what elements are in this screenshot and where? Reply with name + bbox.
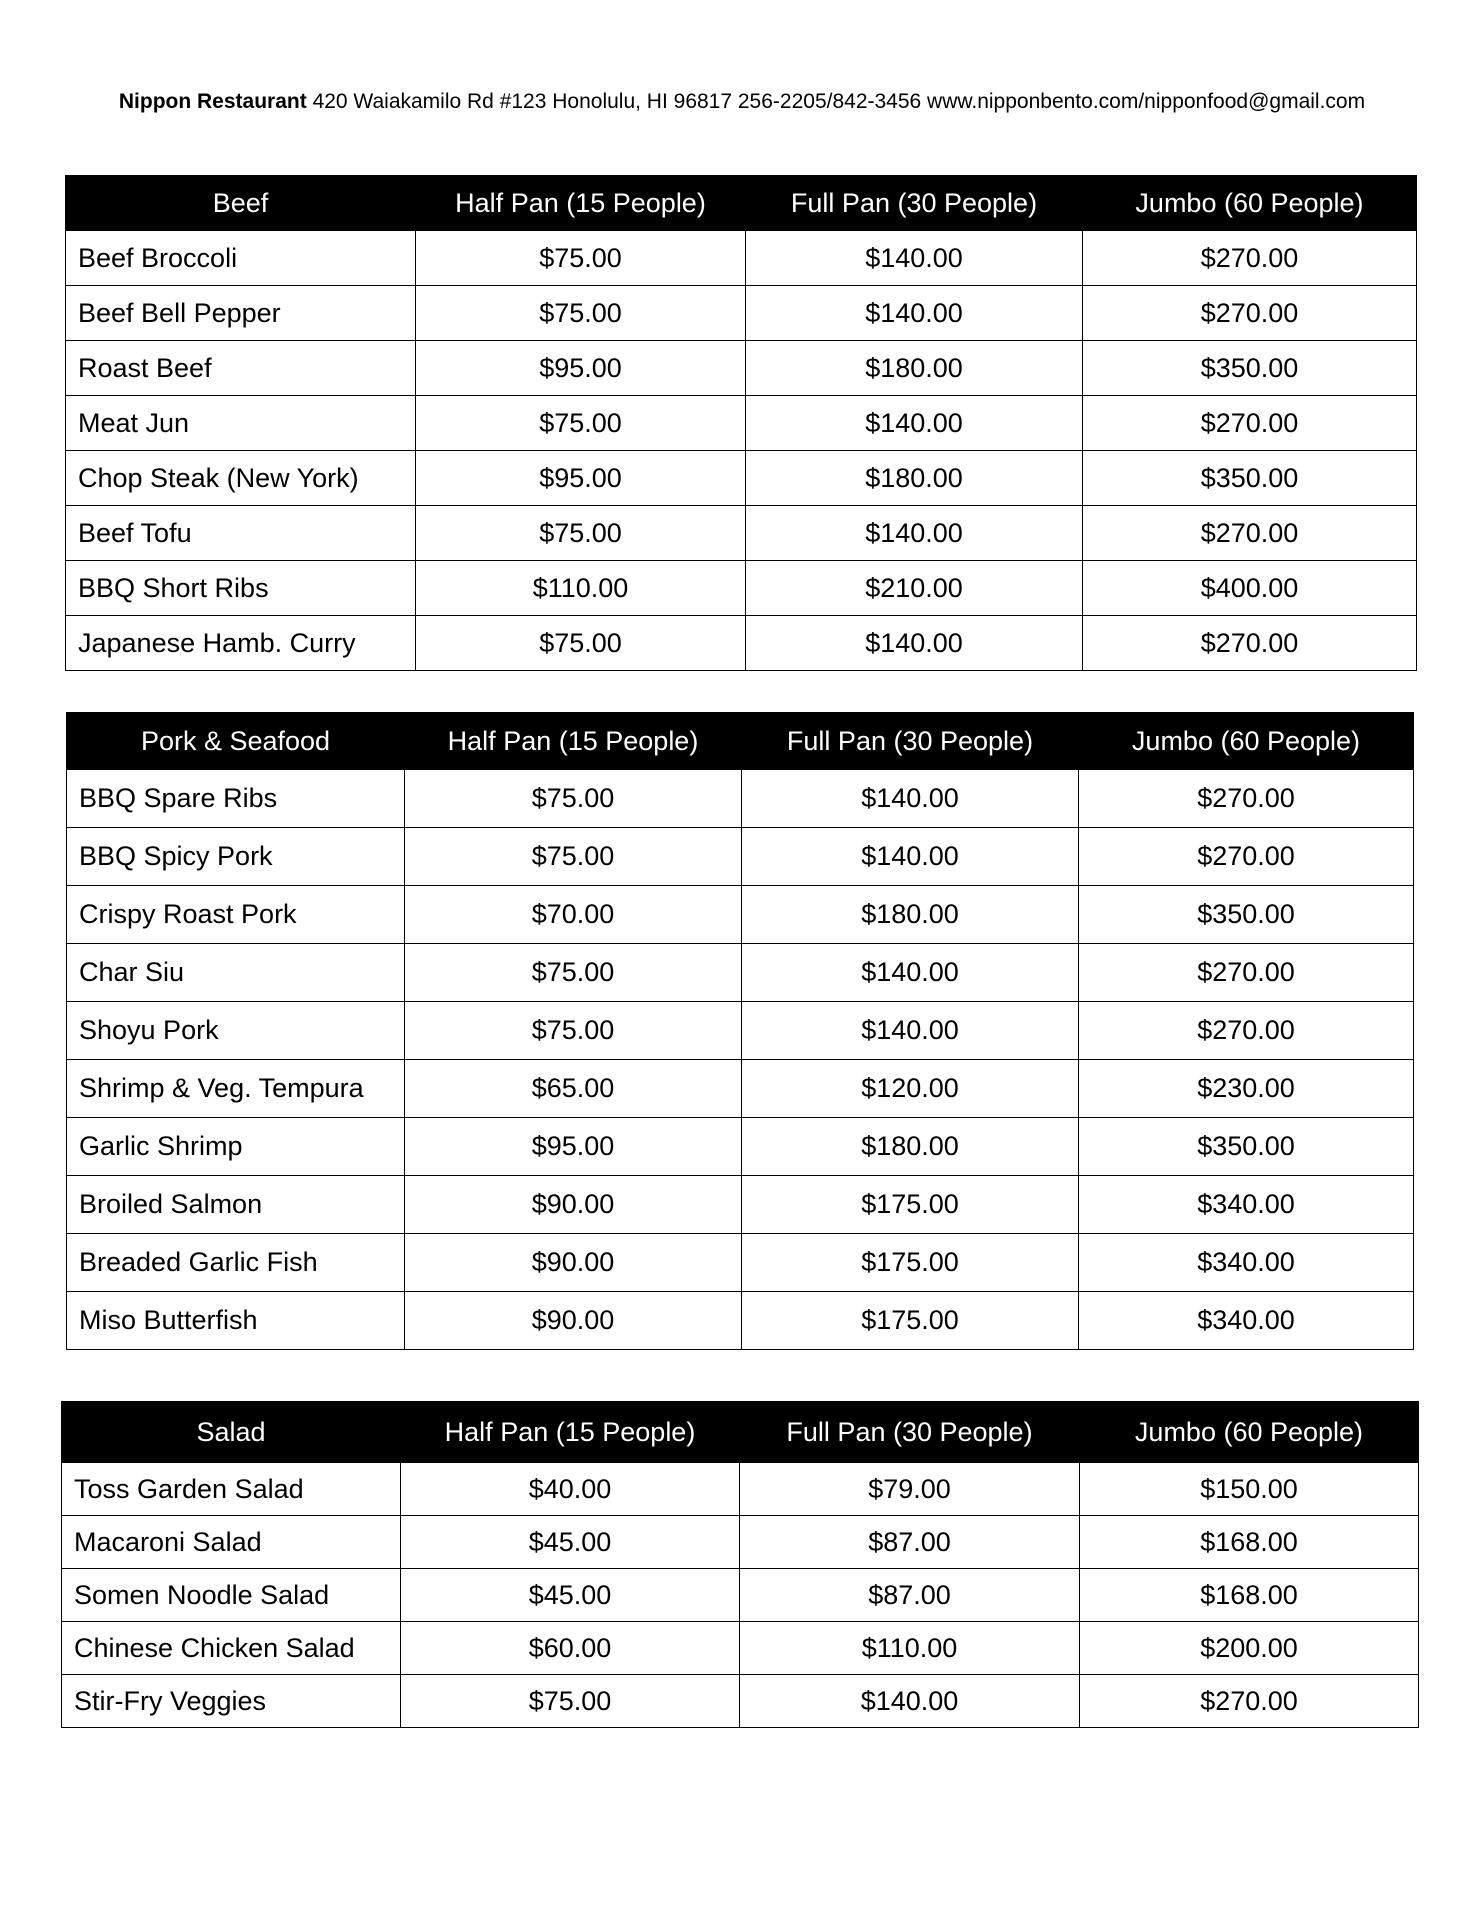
table-row bbox=[67, 1060, 1414, 1118]
half-pan-price: $95.00 bbox=[416, 341, 746, 396]
jumbo-price: $230.00 bbox=[1079, 1060, 1414, 1118]
half-pan-price: $75.00 bbox=[405, 944, 742, 1002]
table-row bbox=[66, 451, 1417, 506]
section-title: Pork & Seafood bbox=[67, 713, 405, 770]
item-name: Chop Steak (New York) bbox=[66, 451, 416, 506]
jumbo-price: $340.00 bbox=[1079, 1292, 1414, 1350]
table-row bbox=[62, 1622, 1419, 1675]
half-pan-header: Half Pan (15 People) bbox=[405, 713, 742, 770]
item-name: Toss Garden Salad bbox=[62, 1463, 401, 1516]
table-row bbox=[62, 1463, 1419, 1516]
beef-table bbox=[65, 175, 1417, 671]
half-pan-price: $45.00 bbox=[401, 1569, 740, 1622]
full-pan-price: $175.00 bbox=[742, 1176, 1079, 1234]
half-pan-price: $75.00 bbox=[405, 1002, 742, 1060]
restaurant-header bbox=[0, 90, 1484, 114]
jumbo-price: $270.00 bbox=[1083, 396, 1417, 451]
item-name: Beef Tofu bbox=[66, 506, 416, 561]
restaurant-name: Nippon Restaurant bbox=[118, 90, 307, 113]
table-row bbox=[62, 1675, 1419, 1728]
half-pan-price: $90.00 bbox=[405, 1292, 742, 1350]
half-pan-price: $45.00 bbox=[401, 1516, 740, 1569]
restaurant-details: 420 Waiakamilo Rd #123 Honolulu, HI 96817 256-2205/842-3456 www.nipponbento.com/nipponfood@gmail.com bbox=[312, 90, 1366, 113]
item-name: Japanese Hamb. Curry bbox=[66, 616, 416, 671]
jumbo-price: $270.00 bbox=[1079, 1002, 1414, 1060]
half-pan-price: $95.00 bbox=[405, 1118, 742, 1176]
jumbo-price: $350.00 bbox=[1083, 451, 1417, 506]
item-name: Broiled Salmon bbox=[67, 1176, 405, 1234]
jumbo-price: $270.00 bbox=[1079, 828, 1414, 886]
jumbo-price: $150.00 bbox=[1080, 1463, 1419, 1516]
full-pan-price: $87.00 bbox=[740, 1516, 1080, 1569]
jumbo-price: $270.00 bbox=[1083, 286, 1417, 341]
half-pan-price: $70.00 bbox=[405, 886, 742, 944]
full-pan-price: $140.00 bbox=[742, 770, 1079, 828]
jumbo-price: $270.00 bbox=[1083, 231, 1417, 286]
full-pan-price: $140.00 bbox=[742, 944, 1079, 1002]
half-pan-price: $75.00 bbox=[416, 396, 746, 451]
item-name: Meat Jun bbox=[66, 396, 416, 451]
salad-table bbox=[61, 1401, 1419, 1728]
half-pan-price: $75.00 bbox=[416, 506, 746, 561]
full-pan-price: $175.00 bbox=[742, 1234, 1079, 1292]
jumbo-header: Jumbo (60 People) bbox=[1080, 1402, 1419, 1463]
table-row bbox=[62, 1516, 1419, 1569]
table-row bbox=[66, 561, 1417, 616]
table-row bbox=[67, 1234, 1414, 1292]
full-pan-price: $140.00 bbox=[746, 616, 1083, 671]
item-name: BBQ Short Ribs bbox=[66, 561, 416, 616]
table-row bbox=[67, 1118, 1414, 1176]
jumbo-price: $270.00 bbox=[1083, 616, 1417, 671]
item-name: Beef Bell Pepper bbox=[66, 286, 416, 341]
full-pan-price: $140.00 bbox=[746, 286, 1083, 341]
table-row bbox=[66, 396, 1417, 451]
full-pan-price: $140.00 bbox=[746, 396, 1083, 451]
half-pan-header: Half Pan (15 People) bbox=[401, 1402, 740, 1463]
jumbo-price: $340.00 bbox=[1079, 1176, 1414, 1234]
table-row bbox=[67, 1292, 1414, 1350]
jumbo-price: $270.00 bbox=[1079, 770, 1414, 828]
item-name: BBQ Spare Ribs bbox=[67, 770, 405, 828]
table-header-row bbox=[66, 176, 1417, 231]
full-pan-price: $79.00 bbox=[740, 1463, 1080, 1516]
table-row bbox=[67, 828, 1414, 886]
jumbo-price: $270.00 bbox=[1079, 944, 1414, 1002]
full-pan-price: $140.00 bbox=[740, 1675, 1080, 1728]
half-pan-header: Half Pan (15 People) bbox=[416, 176, 746, 231]
half-pan-price: $75.00 bbox=[405, 770, 742, 828]
half-pan-price: $75.00 bbox=[416, 231, 746, 286]
full-pan-price: $87.00 bbox=[740, 1569, 1080, 1622]
item-name: Chinese Chicken Salad bbox=[62, 1622, 401, 1675]
full-pan-header: Full Pan (30 People) bbox=[746, 176, 1083, 231]
item-name: Shrimp & Veg. Tempura bbox=[67, 1060, 405, 1118]
half-pan-price: $90.00 bbox=[405, 1234, 742, 1292]
item-name: Shoyu Pork bbox=[67, 1002, 405, 1060]
item-name: BBQ Spicy Pork bbox=[67, 828, 405, 886]
table-row bbox=[62, 1569, 1419, 1622]
full-pan-price: $210.00 bbox=[746, 561, 1083, 616]
item-name: Garlic Shrimp bbox=[67, 1118, 405, 1176]
jumbo-price: $400.00 bbox=[1083, 561, 1417, 616]
item-name: Macaroni Salad bbox=[62, 1516, 401, 1569]
table-row bbox=[67, 886, 1414, 944]
half-pan-price: $110.00 bbox=[416, 561, 746, 616]
full-pan-price: $175.00 bbox=[742, 1292, 1079, 1350]
half-pan-price: $75.00 bbox=[416, 616, 746, 671]
full-pan-header: Full Pan (30 People) bbox=[742, 713, 1079, 770]
half-pan-price: $60.00 bbox=[401, 1622, 740, 1675]
half-pan-price: $75.00 bbox=[405, 828, 742, 886]
jumbo-price: $350.00 bbox=[1083, 341, 1417, 396]
item-name: Breaded Garlic Fish bbox=[67, 1234, 405, 1292]
half-pan-price: $75.00 bbox=[401, 1675, 740, 1728]
jumbo-price: $270.00 bbox=[1083, 506, 1417, 561]
pork-seafood-table bbox=[66, 712, 1414, 1350]
item-name: Somen Noodle Salad bbox=[62, 1569, 401, 1622]
full-pan-price: $180.00 bbox=[746, 451, 1083, 506]
item-name: Char Siu bbox=[67, 944, 405, 1002]
jumbo-price: $350.00 bbox=[1079, 1118, 1414, 1176]
full-pan-price: $180.00 bbox=[742, 886, 1079, 944]
jumbo-price: $200.00 bbox=[1080, 1622, 1419, 1675]
item-name: Stir-Fry Veggies bbox=[62, 1675, 401, 1728]
full-pan-header: Full Pan (30 People) bbox=[740, 1402, 1080, 1463]
table-header-row bbox=[62, 1402, 1419, 1463]
section-title: Beef bbox=[66, 176, 416, 231]
jumbo-price: $168.00 bbox=[1080, 1516, 1419, 1569]
table-row bbox=[66, 231, 1417, 286]
full-pan-price: $110.00 bbox=[740, 1622, 1080, 1675]
full-pan-price: $140.00 bbox=[746, 506, 1083, 561]
table-row bbox=[66, 341, 1417, 396]
full-pan-price: $180.00 bbox=[742, 1118, 1079, 1176]
jumbo-header: Jumbo (60 People) bbox=[1083, 176, 1417, 231]
jumbo-price: $350.00 bbox=[1079, 886, 1414, 944]
item-name: Beef Broccoli bbox=[66, 231, 416, 286]
table-row bbox=[66, 286, 1417, 341]
full-pan-price: $140.00 bbox=[742, 1002, 1079, 1060]
jumbo-price: $270.00 bbox=[1080, 1675, 1419, 1728]
half-pan-price: $40.00 bbox=[401, 1463, 740, 1516]
full-pan-price: $140.00 bbox=[746, 231, 1083, 286]
half-pan-price: $75.00 bbox=[416, 286, 746, 341]
table-header-row bbox=[67, 713, 1414, 770]
table-row bbox=[67, 944, 1414, 1002]
half-pan-price: $65.00 bbox=[405, 1060, 742, 1118]
section-title: Salad bbox=[62, 1402, 401, 1463]
full-pan-price: $140.00 bbox=[742, 828, 1079, 886]
jumbo-price: $168.00 bbox=[1080, 1569, 1419, 1622]
jumbo-header: Jumbo (60 People) bbox=[1079, 713, 1414, 770]
item-name: Miso Butterfish bbox=[67, 1292, 405, 1350]
half-pan-price: $90.00 bbox=[405, 1176, 742, 1234]
table-row bbox=[67, 770, 1414, 828]
table-row bbox=[67, 1176, 1414, 1234]
table-row bbox=[66, 616, 1417, 671]
table-row bbox=[66, 506, 1417, 561]
full-pan-price: $180.00 bbox=[746, 341, 1083, 396]
table-row bbox=[67, 1002, 1414, 1060]
item-name: Roast Beef bbox=[66, 341, 416, 396]
item-name: Crispy Roast Pork bbox=[67, 886, 405, 944]
jumbo-price: $340.00 bbox=[1079, 1234, 1414, 1292]
half-pan-price: $95.00 bbox=[416, 451, 746, 506]
full-pan-price: $120.00 bbox=[742, 1060, 1079, 1118]
